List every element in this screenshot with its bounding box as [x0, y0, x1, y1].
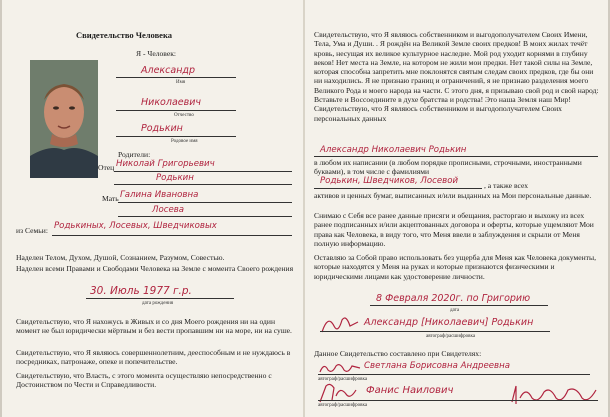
endowed-rights-text: Наделен всеми Правами и Свободами Человека на Земле с момента Своего рождения: [16, 264, 294, 273]
surnames-tail: , а также всех: [484, 181, 529, 190]
signing-date-value: 8 Февраля 2020г. по Григорию: [376, 293, 531, 304]
documents-statement: Оставляю за Собой право использовать без ущерба для Меня как Человека документы, которые находятся у Меня на руках и которые признаются физическими и юридическими лицами как удостоверение личности.: [314, 253, 596, 281]
page-fold: [303, 0, 305, 417]
parents-label: Родители:: [118, 150, 151, 159]
living-statement: Свидетельствую, что Я нахожусь в Живых и со дня Моего рождения ни на один момент не был юридически мёртвым и без вести пропавшим ни на море, ни на суше.: [16, 317, 292, 336]
assets-statement: активов и ценных бумаг, выписанных и/или выданных на Мои персональные данные.: [314, 191, 592, 200]
witness1-caption: автограф/расшифровка: [318, 377, 368, 382]
witness2-value: Фанис Наилович: [366, 385, 454, 396]
surnames-value: Родькин, Шведчиков, Лосевой: [320, 176, 459, 186]
witnesses-label: Данное Свидетельство составлено при Свидетелях:: [314, 349, 482, 358]
father-value-1: Николай Григорьевич: [116, 159, 215, 169]
owner-signature-caption: автограф/расшифровка: [426, 334, 476, 339]
i-human-label: Я - Человек:: [136, 49, 176, 58]
birth-date-value: 30. Июль 1977 г.р.: [90, 285, 192, 297]
ownership-statement: Свидетельствую, что Я являюсь собственником и выгодополучателем Своих Имени, Тела, Ума и Души. . Я рождён на Великой Земле своих предков! В моих жилах течёт кровь, несущая их великое культурное наследие. Мой род уходит корнями в глубину веков! Нет места на Земле, на котором не жили мои предки. Нет такой силы на Земле, которая способна запретить мне поклонятся святым следам своих предков, где бы они ни находились. Я не признаю границ и ограничений, я не признаю разделения моего Великого Рода и моего народа на части. С этого дня, я призываю свой род и свой народ: Вставьте и Воссоедините в духе братства и родства! Это наша Земля наш Мир! Свидетельствую, что Я являюсь собственником и выгодополучателем Своих персональных данных: [314, 30, 599, 123]
mother-value-1: Галина Ивановна: [120, 190, 199, 200]
capacity-statement: Свидетельствую, что Я являюсь совершеннолетним, дееспособным и не нуждаюсь в посредниках, патронаже, опеке и попечительстве.: [16, 348, 291, 367]
mother-label: Мать: [102, 194, 119, 203]
document-sheet: [2, 0, 608, 417]
families-value: Родькиных, Лосевых, Шведчиковых: [54, 221, 217, 231]
signing-date-caption: дата: [450, 308, 460, 313]
witness1-value: Светлана Борисовна Андреевна: [364, 361, 511, 371]
left-page: [16, 0, 298, 417]
families-label: из Семьи:: [16, 226, 48, 235]
father-label: Отец: [98, 163, 115, 172]
personal-names-value: Александр Николаевич Родькин: [320, 145, 467, 155]
signature-mark-icon: [320, 312, 360, 336]
name-value: Александр: [141, 65, 196, 76]
witness2-scribble-icon: [510, 384, 600, 406]
spelling-statement: в любом их написании (в любом порядке прописными, строчными, иностранными буквами), в том числе с фамилиями: [314, 158, 582, 177]
owner-signature-value: Александр [Николаевич] Родькин: [364, 317, 534, 328]
document-title: Свидетельство Человека: [76, 30, 172, 40]
portrait-photo: [30, 60, 98, 178]
name-caption: Имя: [176, 80, 186, 85]
patronymic-value: Николаевич: [141, 97, 201, 108]
birth-date-caption: дата рождения: [142, 301, 174, 306]
oaths-statement: Снимаю с Себя все ранее данные присяги и обещания, расторгаю и выхожу из всех ранее подписанных и/или акцептованных договора и оферты, которые ущемляют Мои права как Человека, в виду того, что Меня ввели в заблуждения и скрыли от Меня полную информацию.: [314, 211, 594, 248]
portrait-icon: [30, 60, 98, 178]
power-statement: Свидетельствую, что Власть, с этого момента осуществляю непосредственно с Достоинством по Чести и Справедливости.: [16, 371, 272, 390]
witness2-caption: автограф/расшифровка: [318, 403, 368, 408]
patronymic-caption: Отчество: [174, 113, 194, 118]
father-value-2: Родькин: [156, 173, 194, 183]
right-page: [314, 0, 602, 417]
endowed-text: Наделен Телом, Духом, Душой, Сознанием, Разумом, Совестью.: [16, 253, 225, 262]
family-name-caption: Родовое имя: [171, 139, 198, 144]
mother-value-2: Лосева: [152, 205, 185, 215]
family-name-value: Родькин: [141, 123, 183, 134]
